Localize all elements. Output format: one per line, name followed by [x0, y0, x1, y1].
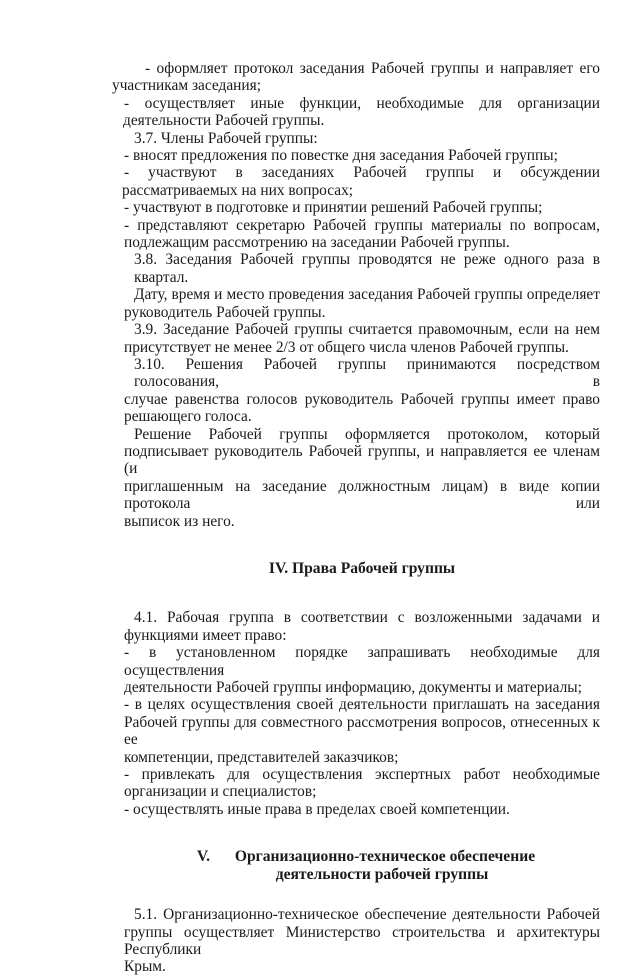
paragraph-4-1 [124, 609, 600, 644]
text-line: руководитель Рабочей группы. [124, 303, 326, 321]
text-line: - осуществляет иные функции, необходимые для организации [124, 94, 600, 112]
text-line: 3.8. Заседания Рабочей группы проводятся не реже одного раза в квартал. [134, 251, 600, 286]
text-line: подписывает руководитель Рабочей группы, и направляется ее членам (и [124, 442, 600, 478]
text-line: компетенции, представителей заказчиков; [124, 748, 399, 766]
text-line: приглашенным на заседание должностным лицам) в виде копии протокола или [124, 477, 600, 513]
text-line: - участвуют в заседаниях Рабочей группы и обсуждении [124, 164, 600, 182]
list-item [124, 801, 600, 818]
list-item [124, 766, 600, 801]
section-heading-v [124, 848, 600, 884]
paragraph-secretary-protocol [112, 60, 600, 95]
text-line: - представляют секретарю Рабочей группы материалы по вопросам, [124, 216, 600, 234]
text-line: подлежащим рассмотрению на заседании Рабочей группы. [124, 234, 510, 252]
text-line: участникам заседания; [112, 77, 262, 95]
list-item [124, 696, 600, 766]
section-heading-line [124, 848, 600, 866]
text-line: - оформляет протокол заседания Рабочей группы и направляет его [145, 60, 600, 77]
text-line: функциями имеет право: [124, 626, 287, 644]
text-line: - в установленном порядке запрашивать необходимые для осуществления [124, 644, 600, 679]
paragraph-3-7 [124, 130, 600, 147]
paragraph-secretary-other [124, 95, 600, 130]
text-line: Рабочей группы для совместного рассмотрения вопросов, отнесенных к ее [124, 713, 600, 749]
text-line: деятельности Рабочей группы информацию, документы и материалы; [124, 679, 582, 696]
list-item [124, 644, 600, 696]
text-line: - в целях осуществления своей деятельности приглашать на заседания [124, 696, 600, 714]
text-line: - привлекать для осуществления экспертных работ необходимые [124, 766, 600, 784]
paragraph-5-1 [124, 906, 600, 976]
document-body [112, 60, 600, 976]
text-line: Крым. [124, 958, 166, 976]
text-line: организации и специалистов; [124, 783, 317, 801]
text-line: присутствует не менее 2/3 от общего числа членов Рабочей группы. [124, 338, 569, 356]
list-item [124, 147, 600, 164]
text-line: выписок из него. [124, 512, 235, 530]
list-item [124, 199, 600, 216]
text-line: рассматриваемых на них вопросах; [122, 181, 354, 199]
text-line: решающего голоса. [124, 408, 252, 426]
text-line: 3.9. Заседание Рабочей группы считается правомочным, если на нем [134, 321, 600, 339]
text-line: Дату, время и место проведения заседания Рабочей группы определяет [134, 286, 600, 304]
paragraph-3-9 [124, 321, 600, 356]
paragraph-date-time [124, 286, 600, 321]
paragraph-3-8 [124, 251, 600, 286]
list-item [124, 217, 600, 252]
text-line: 5.1. Организационно-техническое обеспечение деятельности Рабочей [134, 906, 600, 924]
paragraph-3-10 [124, 356, 600, 426]
text-line: - осуществлять иные права в пределах своей компетенции. [124, 800, 510, 818]
paragraph-decision [124, 426, 600, 530]
section-heading-iv: IV. Права Рабочей группы [268, 559, 456, 577]
list-item [124, 164, 600, 199]
text-line: - участвуют в подготовке и принятии решений Рабочей группы; [124, 199, 543, 217]
text-line: случае равенства голосов руководитель Рабочей группы имеет право [124, 390, 600, 408]
text-line: 3.10. Решения Рабочей группы принимаются посредством голосования, в [134, 355, 600, 391]
text-line: 3.7. Члены Рабочей группы: [134, 129, 318, 147]
text-line: группы осуществляет Министерство строительства и архитектуры Республики [124, 923, 600, 959]
text-line: деятельности Рабочей группы. [123, 112, 325, 130]
text-line: - вносят предложения по повестке дня заседания Рабочей группы; [124, 147, 558, 165]
text-line: 4.1. Рабочая группа в соответствии с возложенными задачами и [134, 609, 600, 627]
text-line: Решение Рабочей группы оформляется протоколом, который [134, 425, 600, 443]
section-heading-line: деятельности рабочей группы [275, 866, 489, 884]
section-heading-text: Организационно-техническое обеспечение [234, 848, 536, 866]
section-number: V. [196, 848, 211, 866]
